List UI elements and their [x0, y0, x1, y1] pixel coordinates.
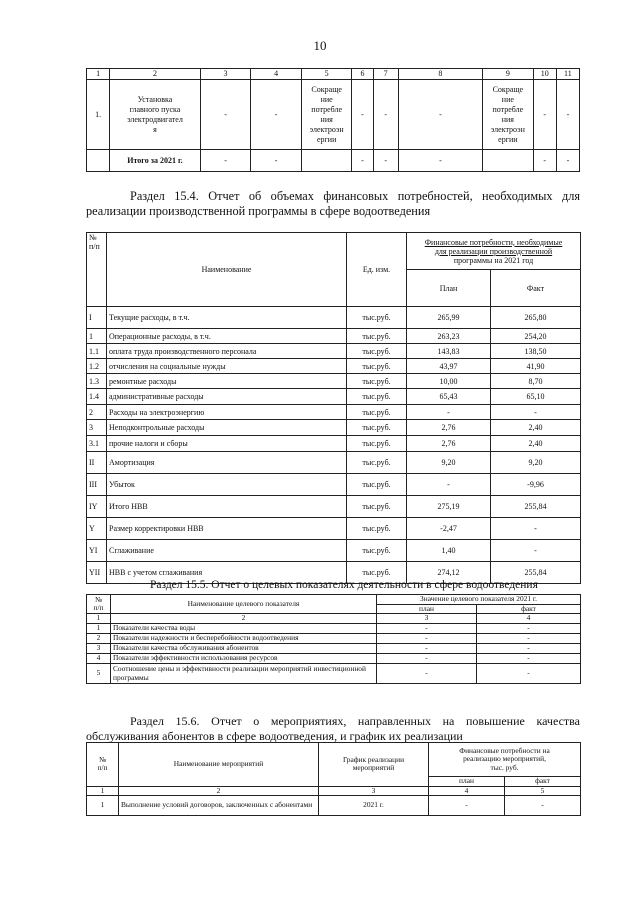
events-table: [86, 68, 580, 172]
row-unit: тыс.руб.: [347, 540, 407, 562]
head-plan: План: [407, 270, 491, 307]
row-plan: -: [407, 474, 491, 496]
row-name: Показатели эффективности использования ресурсов: [111, 654, 377, 664]
row-name: ремонтные расходы: [107, 374, 347, 389]
row-fact: -: [477, 644, 581, 654]
row-unit: тыс.руб.: [347, 344, 407, 359]
row-num: Y: [87, 518, 107, 540]
col-number: 1: [87, 69, 110, 80]
row-plan: 265,99: [407, 307, 491, 329]
table-row: [87, 436, 581, 452]
head-plan: план: [377, 604, 477, 614]
row-plan: -: [429, 796, 505, 816]
col-number: 7: [373, 69, 398, 80]
row-name: Показатели надежности и бесперебойности водоотведения: [111, 634, 377, 644]
section-15-6-heading: Раздел 15.6. Отчет о мероприятиях, направленных на повышение качества обслуживания абонентов в сфере водоотведения, и график их реализации: [86, 714, 580, 743]
row-unit: тыс.руб.: [347, 329, 407, 344]
row-unit: тыс.руб.: [347, 452, 407, 474]
table-row: [87, 405, 581, 420]
row-name: Сглаживание: [107, 540, 347, 562]
row-unit: тыс.руб.: [347, 562, 407, 584]
row-unit: тыс.руб.: [347, 307, 407, 329]
row-plan: 65,43: [407, 389, 491, 405]
row-num: 4: [87, 654, 111, 664]
row-num: II: [87, 452, 107, 474]
row-name: Амортизация: [107, 452, 347, 474]
row-fact: 255,84: [491, 496, 581, 518]
row-num: 1: [87, 329, 107, 344]
table-row: [87, 496, 581, 518]
table-row: [87, 307, 581, 329]
table-row: [87, 644, 581, 654]
row-fact: 9,20: [491, 452, 581, 474]
row-num: 1: [87, 624, 111, 634]
row-name: Выполнение условий договоров, заключенных с абонентами: [119, 796, 319, 816]
row-plan: 263,23: [407, 329, 491, 344]
total-label: Итого за 2021 г.: [110, 150, 201, 172]
row-unit: тыс.руб.: [347, 359, 407, 374]
row-plan: -2,47: [407, 518, 491, 540]
head-name: Наименование целевого показателя: [111, 595, 377, 614]
row-name: Операционные расходы, в т.ч.: [107, 329, 347, 344]
row-num: 1: [87, 796, 119, 816]
table-row: [87, 664, 581, 684]
row-plan: 1,40: [407, 540, 491, 562]
head-unit: Ед. изм.: [347, 233, 407, 307]
head-num: № п/п: [87, 743, 119, 787]
col-number: 3: [200, 69, 251, 80]
row-num: 1.1: [87, 344, 107, 359]
row-plan: -: [377, 664, 477, 684]
row-plan: -: [407, 405, 491, 420]
row-plan: -: [377, 634, 477, 644]
row-unit: тыс.руб.: [347, 420, 407, 436]
row-plan: 274,12: [407, 562, 491, 584]
row-plan: -: [377, 654, 477, 664]
row-name: Итого НВВ: [107, 496, 347, 518]
row-plan: 2,76: [407, 420, 491, 436]
row-name: Размер корректировки НВВ: [107, 518, 347, 540]
head-fact: Факт: [491, 270, 581, 307]
table-row: [87, 374, 581, 389]
row-fact: 255,84: [491, 562, 581, 584]
row-num: 1.4: [87, 389, 107, 405]
head-num: № п/п: [87, 233, 107, 307]
head-schedule: График реализации мероприятий: [319, 743, 429, 787]
row-num: IY: [87, 496, 107, 518]
row-plan: -: [377, 644, 477, 654]
event-name: Установка главного пуска электродвигател я: [110, 80, 201, 150]
col-number: 6: [352, 69, 373, 80]
table-row: [87, 420, 581, 436]
row-plan: -: [377, 624, 477, 634]
row-fact: -: [491, 540, 581, 562]
row-fact: -: [477, 624, 581, 634]
table-row: [87, 329, 581, 344]
row-fact: -: [491, 518, 581, 540]
row-plan: 43,97: [407, 359, 491, 374]
col-number: 2: [110, 69, 201, 80]
row-schedule: 2021 г.: [319, 796, 429, 816]
col-number: 8: [398, 69, 482, 80]
row-plan: 143,83: [407, 344, 491, 359]
head-fact: факт: [477, 604, 581, 614]
table-row: [87, 344, 581, 359]
row-name: Убыток: [107, 474, 347, 496]
row-fact: -: [477, 634, 581, 644]
row-plan: 9,20: [407, 452, 491, 474]
row-name: НВВ с учетом сглаживания: [107, 562, 347, 584]
col-number: 4: [251, 69, 302, 80]
row-name: Неподконтрольные расходы: [107, 420, 347, 436]
table-row: [87, 796, 581, 816]
row-fact: -: [491, 405, 581, 420]
financial-needs-table: [86, 232, 581, 584]
table-row: [87, 518, 581, 540]
table-row: [87, 624, 581, 634]
page-number: 10: [313, 38, 327, 53]
head-name: Наименование мероприятий: [119, 743, 319, 787]
target-indicators-table: № п/п Наименование целевого показателя Значение целевого показателя 2021 г. план факт 1 2 3 4 1 Показатели качества воды - - 2 Показатели надежности и бесперебойности водоотведения - - 3 Показатели качества обслуживания абонентов - - 4 Показатели эффективности использования ресурсов - - 5 Соотношение цены и эффективности реализации мероприятий инвестиционной программы - -: [86, 594, 581, 684]
row-num: YI: [87, 540, 107, 562]
row-plan: 10,00: [407, 374, 491, 389]
row-unit: тыс.руб.: [347, 474, 407, 496]
row-num: 1.2: [87, 359, 107, 374]
section-15-5-heading: Раздел 15.5. Отчет о целевых показателях деятельности в сфере водоотведения: [150, 579, 538, 591]
row-name: административные расходы: [107, 389, 347, 405]
row-unit: тыс.руб.: [347, 389, 407, 405]
row-unit: тыс.руб.: [347, 518, 407, 540]
row-name: Показатели качества воды: [111, 624, 377, 634]
row-fact: -: [477, 664, 581, 684]
row-fact: -: [477, 654, 581, 664]
row-fact: 2,40: [491, 420, 581, 436]
row-fact: 265,80: [491, 307, 581, 329]
row-fact: 2,40: [491, 436, 581, 452]
head-plan: план: [429, 777, 505, 787]
row-fact: 41,90: [491, 359, 581, 374]
row-fact: 138,50: [491, 344, 581, 359]
col-number: 11: [556, 69, 579, 80]
head-fin: Финансовые потребности на реализацию мероприятий, тыс. руб.: [429, 743, 581, 777]
head-fin: Финансовые потребности, необходимые для реализации производственной программы на 2021 год: [407, 233, 581, 270]
section-15-4-heading: Раздел 15.4. Отчет об объемах финансовых потребностей, необходимых для реализации производственной программы в сфере водоотведения: [86, 189, 580, 218]
col-number: 5: [301, 69, 352, 80]
row-name: оплата труда производственного персонала: [107, 344, 347, 359]
row-fact: -9,96: [491, 474, 581, 496]
row-unit: тыс.руб.: [347, 374, 407, 389]
row-unit: тыс.руб.: [347, 405, 407, 420]
measures-table: № п/п Наименование мероприятий График реализации мероприятий Финансовые потребности на реализацию мероприятий, тыс. руб. план факт 1 2 3 4 5 1 Выполнение условий договоров, заключенных с абонентами 2021 г. - -: [86, 742, 581, 816]
row-name: отчисления на социальные нужды: [107, 359, 347, 374]
row-fact: 8,70: [491, 374, 581, 389]
head-num: № п/п: [87, 595, 111, 614]
row-name: Показатели качества обслуживания абонентов: [111, 644, 377, 654]
table-row: 1. Установка главного пуска электродвигател я - - Сокраще ние потребле ния электроэн ергии - - - Сокраще ние потребле ния электроэн ергии - -: [87, 80, 580, 150]
row-fact: 65,10: [491, 389, 581, 405]
row-name: Расходы на электроэнергию: [107, 405, 347, 420]
row-num: 5: [87, 664, 111, 684]
row-num: 2: [87, 634, 111, 644]
table-row: [87, 389, 581, 405]
effect-cell: Сокраще ние потребле ния электроэн ергии: [301, 80, 352, 150]
effect-cell: Сокраще ние потребле ния электроэн ергии: [483, 80, 534, 150]
table-row: [87, 359, 581, 374]
row-plan: 2,76: [407, 436, 491, 452]
row-num: 2: [87, 405, 107, 420]
row-name: Текущие расходы, в т.ч.: [107, 307, 347, 329]
row-num: 3.1: [87, 436, 107, 452]
row-unit: тыс.руб.: [347, 496, 407, 518]
table-row: [87, 654, 581, 664]
row-plan: 275,19: [407, 496, 491, 518]
row-num: 3: [87, 420, 107, 436]
row-num: 1.3: [87, 374, 107, 389]
row-num: I: [87, 307, 107, 329]
table-row: [87, 452, 581, 474]
row-name: Соотношение цены и эффективности реализации мероприятий инвестиционной программы: [111, 664, 377, 684]
row-name: прочие налоги и сборы: [107, 436, 347, 452]
row-num: 3: [87, 644, 111, 654]
head-name: Наименование: [107, 233, 347, 307]
row-fact: 254,20: [491, 329, 581, 344]
row-unit: тыс.руб.: [347, 436, 407, 452]
total-row: Итого за 2021 г. - - - - - - -: [87, 150, 580, 172]
head-value: Значение целевого показателя 2021 г.: [377, 595, 581, 605]
table-row: [87, 474, 581, 496]
head-fact: факт: [505, 777, 581, 787]
row-fact: -: [505, 796, 581, 816]
col-number: 10: [533, 69, 556, 80]
row-num: III: [87, 474, 107, 496]
col-number: 9: [483, 69, 534, 80]
table-row: [87, 634, 581, 644]
table-row: [87, 540, 581, 562]
row-num: 1.: [87, 80, 110, 150]
row-num: YII: [87, 562, 107, 584]
